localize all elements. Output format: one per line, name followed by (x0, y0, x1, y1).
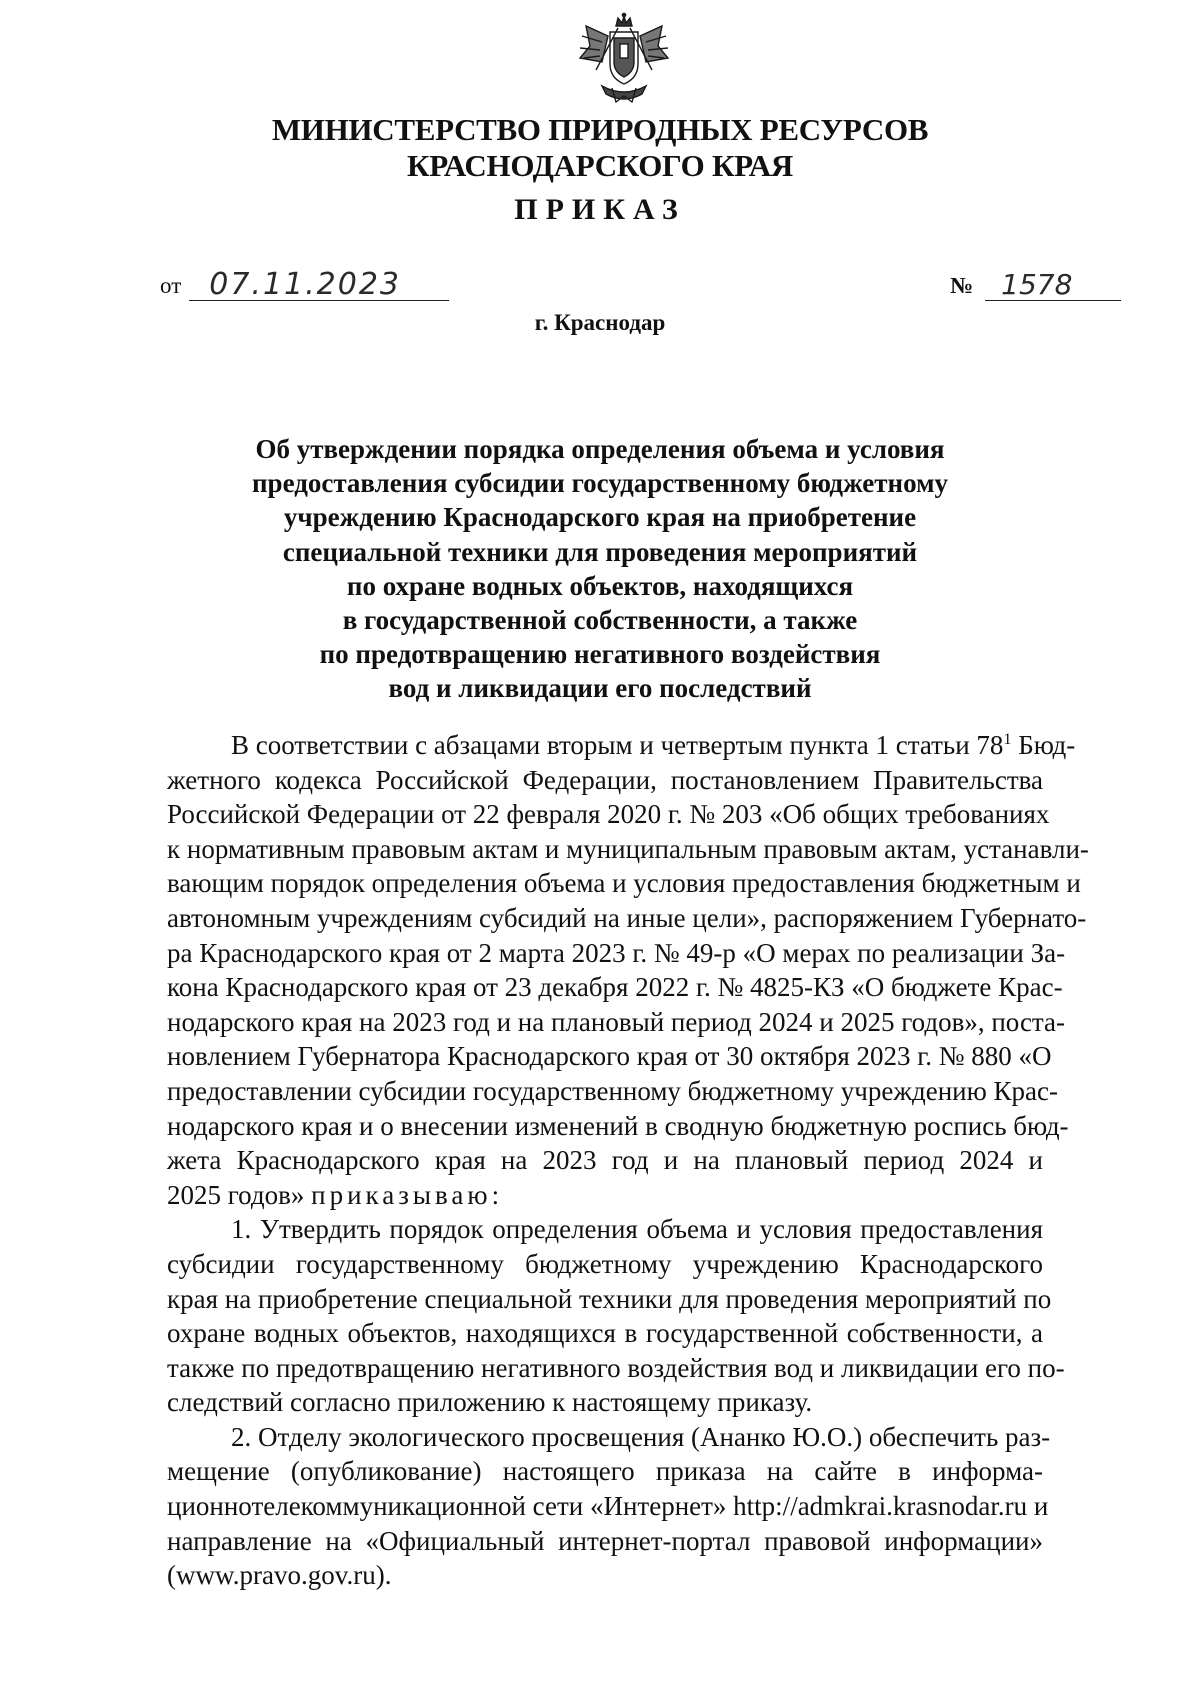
body-line: ционнотелекоммуникационной сети «Интернет» http://admkrai.krasnodar.ru и (167, 1491, 1049, 1522)
body-line: нодарского края и о внесении изменений в сводную бюджетную роспись бюд- (167, 1110, 1069, 1141)
subject-line: по охране водных объектов, находящихся (346, 570, 854, 601)
subject-line: вод и ликвидации его последствий (388, 673, 812, 704)
body-line: 2025 годов» приказываю: (167, 1179, 504, 1210)
body-line: края на приобретение специальной техники для проведения мероприятий по (167, 1283, 1052, 1314)
date-prefix: от (160, 273, 182, 298)
date-row (160, 267, 449, 302)
body-line: Российской Федерации от 22 февраля 2020 г. № 203 «Об общих требованиях (167, 799, 1050, 830)
body-line: 2. Отделу экологического просвещения (Ананко Ю.О.) обеспечить раз- (231, 1421, 1051, 1452)
body-line: вающим порядок определения объема и условия предоставления бюджетным и (167, 868, 1081, 899)
body-line: субсидии государственному бюджетному учреждению Краснодарского (167, 1248, 1043, 1279)
body-line: жета Краснодарского края на 2023 год и на плановый период 2024 и (167, 1145, 1043, 1176)
body-line: направление на «Официальный интернет-портал правовой информации» (167, 1525, 1043, 1556)
subject-line: предоставления субсидии государственному бюджетному (252, 468, 948, 499)
body-line: (www.pravo.gov.ru). (167, 1560, 392, 1591)
subject-line: в государственной собственности, а также (342, 605, 858, 636)
handwritten-number: 1578 (985, 270, 1121, 301)
body-line: мещение (опубликование) настоящего приказа на сайте в информа- (167, 1456, 1043, 1487)
body-line: кона Краснодарского края от 23 декабря 2022 г. № 4825-КЗ «О бюджете Крас- (167, 972, 1063, 1003)
order-body (167, 728, 1089, 1593)
ministry-name-line2: КРАСНОДАРСКОГО КРАЯ (407, 148, 793, 183)
body-line: новлением Губернатора Краснодарского края от 30 октября 2023 г. № 880 «О (167, 1041, 1052, 1072)
subject-line: специальной техники для проведения мероприятий (282, 536, 918, 567)
body-line: следствий согласно приложению к настоящему приказу. (167, 1387, 813, 1418)
city-name: г. Краснодар (534, 310, 666, 335)
body-line: жетного кодекса Российской Федерации, постановлением Правительства (167, 764, 1043, 795)
body-line: автономным учреждениям субсидий на иные цели», распоряжением Губернато- (167, 902, 1087, 933)
number-row (950, 270, 1121, 301)
body-line: также по предотвращению негативного воздействия вод и ликвидации его по- (167, 1352, 1065, 1383)
document-type: ПРИКАЗ (514, 193, 686, 226)
handwritten-date: 07.11.2023 (189, 270, 449, 301)
body-line: охране водных объектов, находящихся в государственной собственности, а (167, 1318, 1043, 1349)
krasnodar-coat-of-arms-icon (572, 12, 676, 108)
body-line: предоставлении субсидии государственному бюджетному учреждению Крас- (167, 1075, 1059, 1106)
ministry-name-line1: МИНИСТЕРСТВО ПРИРОДНЫХ РЕСУРСОВ (271, 112, 929, 147)
body-line: нодарского края на 2023 год и на плановый период 2024 и 2025 годов», поста- (167, 1006, 1066, 1037)
body-line: ра Краснодарского края от 2 марта 2023 г. № 49-р «О мерах по реализации За- (167, 937, 1066, 968)
subject-line: учреждению Краснодарского края на приобретение (283, 502, 917, 533)
body-line: В соответствии с абзацами вторым и четвертым пункта 1 статьи $78^1$ Бюд- (231, 730, 1076, 760)
body-line: 1. Утвердить порядок определения объема и условия предоставления (231, 1214, 1043, 1245)
subject-line: по предотвращению негативного воздействия (319, 639, 881, 670)
number-prefix: № (950, 273, 974, 298)
order-subject (150, 432, 1050, 706)
subject-line: Об утверждении порядка определения объема и условия (255, 434, 945, 464)
body-line: к нормативным правовым актам и муниципальным правовым актам, устанавли- (167, 833, 1089, 864)
